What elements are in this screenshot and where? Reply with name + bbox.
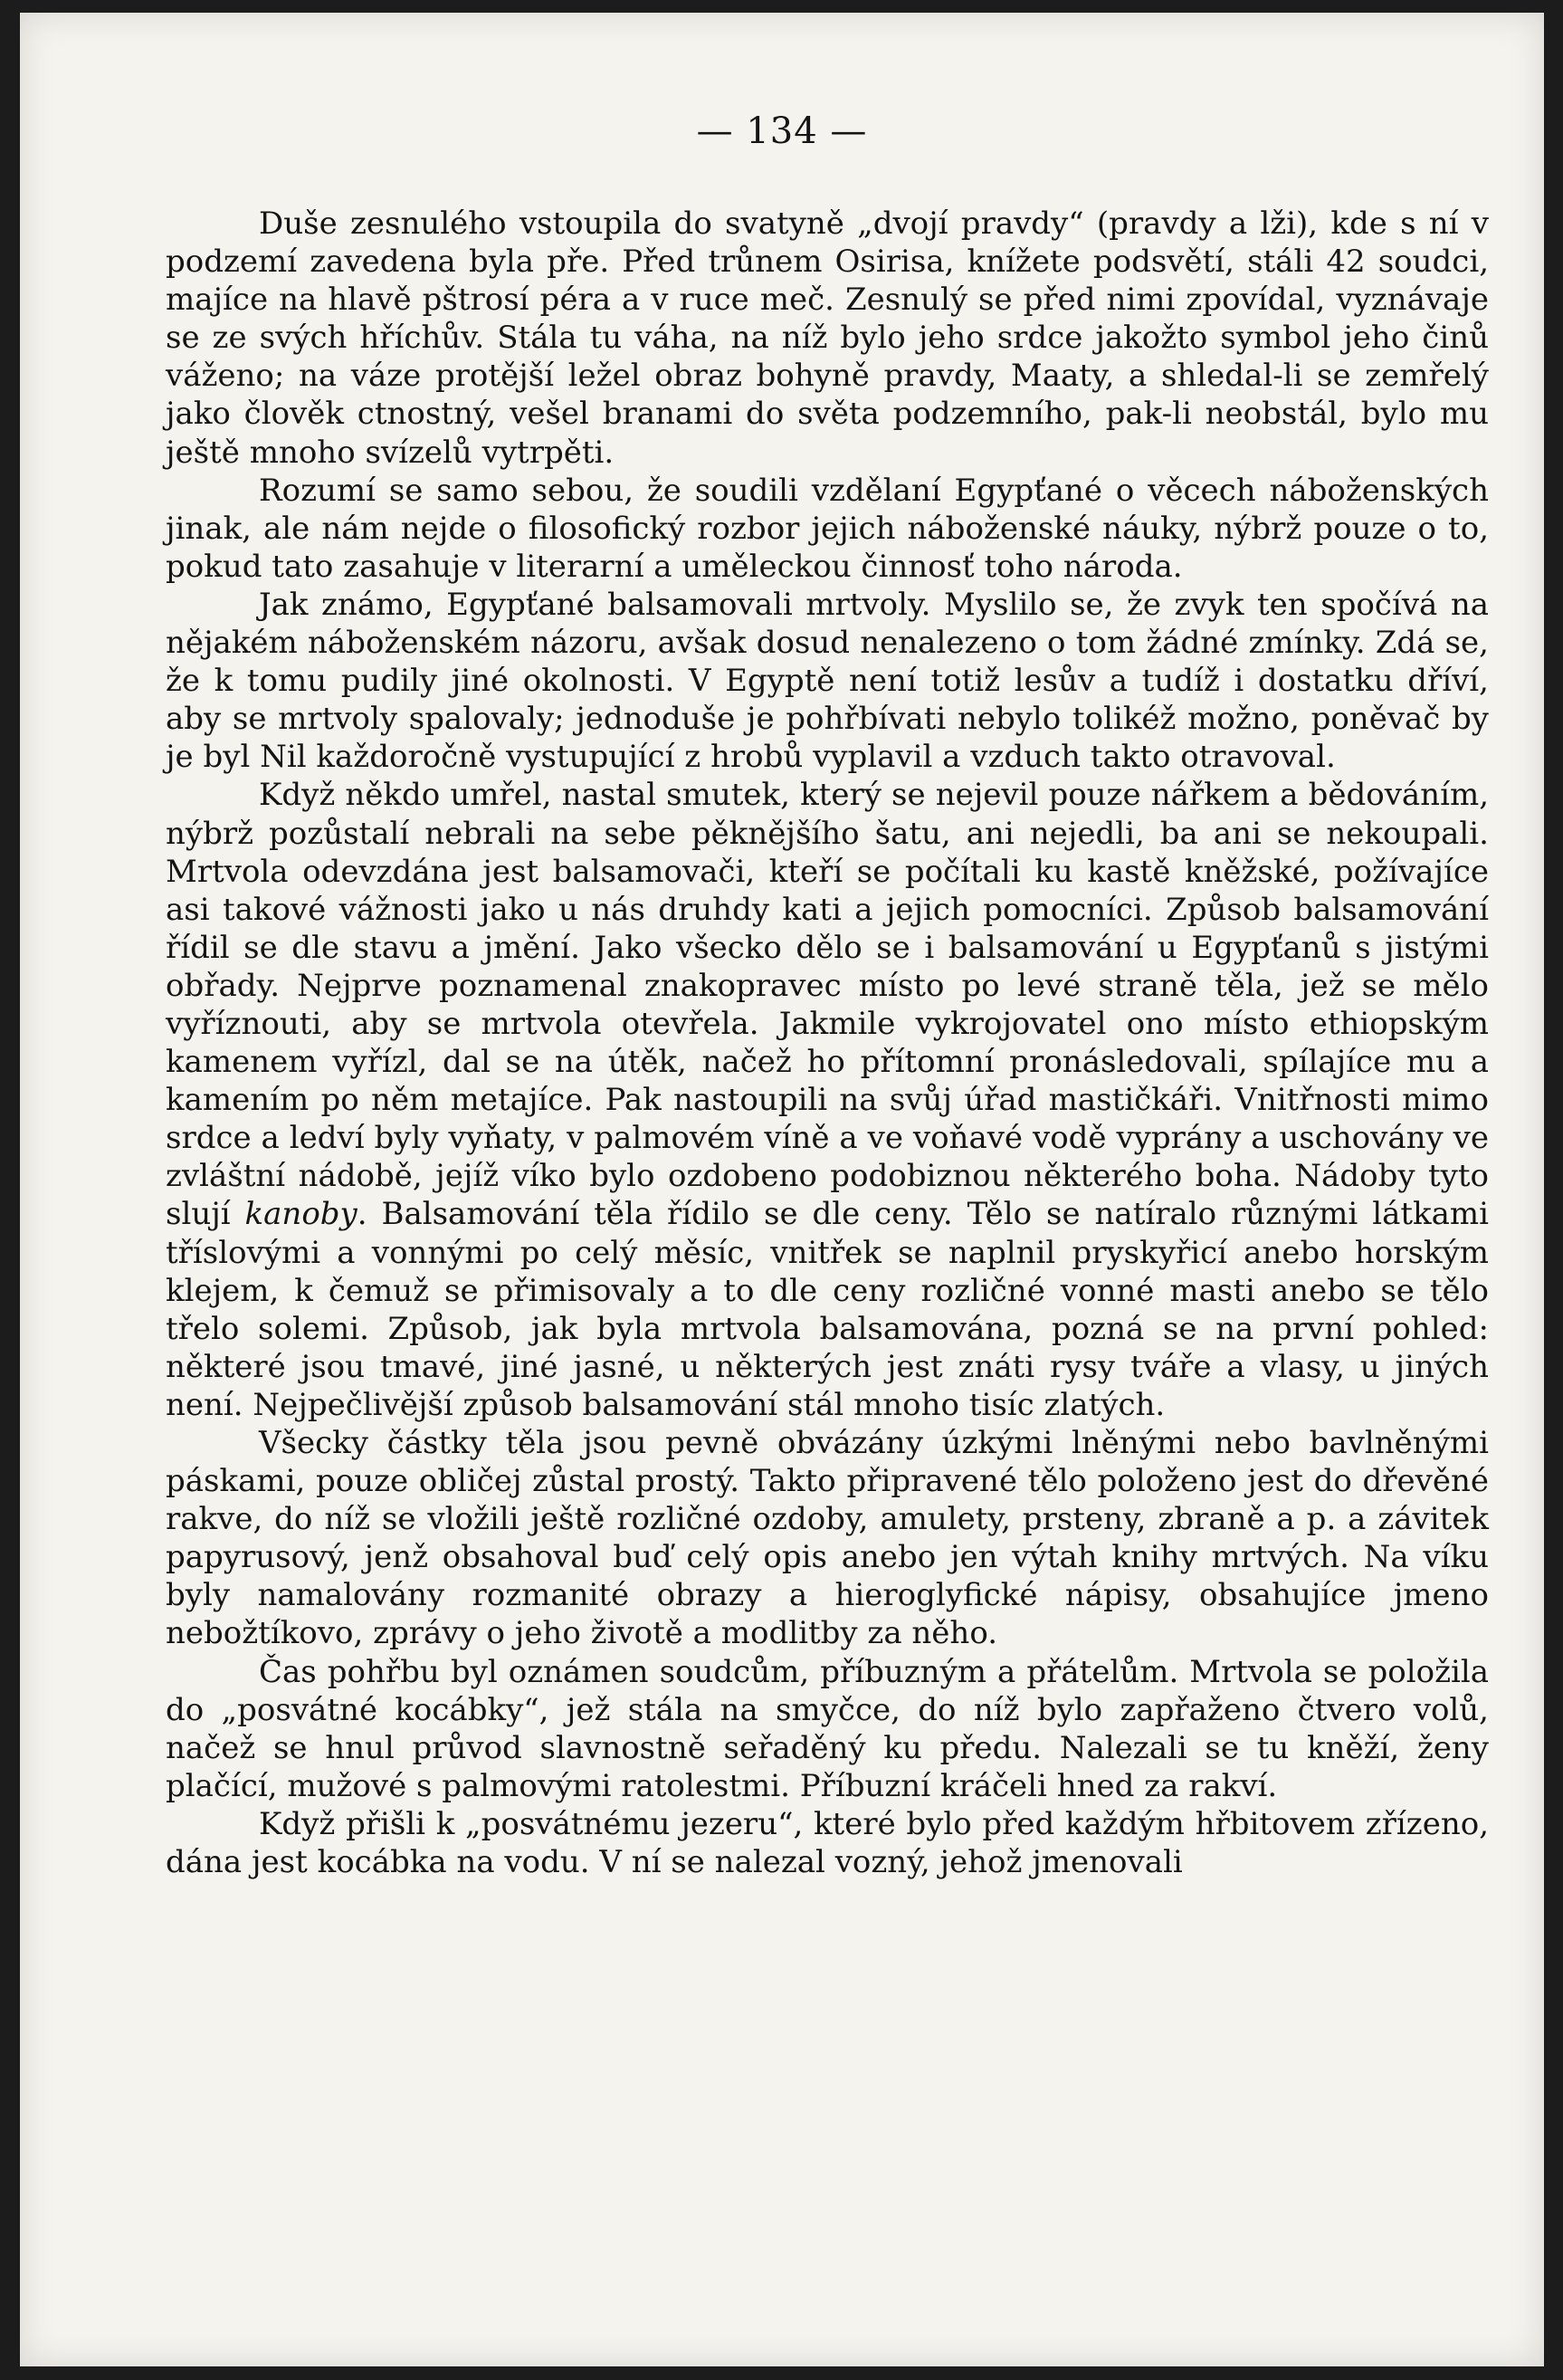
- paragraph-4-italic-term: kanoby: [244, 1196, 357, 1233]
- paragraph-1: Duše zesnulého vstoupila do svatyně „dvojí pravdy“ (pravdy a lži), kde s ní v podzemí zavedena byla pře. Před trůnem Osirisa, knížete podsvětí, stáli 42 soudci, majíce na hlavě pštrosí péra a v ruce meč. Zesnulý se před nimi zpovídal, vyznávaje se ze svých hříchův. Stála tu váha, na níž bylo jeho srdce jakožto symbol jeho činů váženo; na váze protější ležel obraz bohyně pravdy, Maaty, a shledal-li se zemřelý jako člověk ctnostný, vešel branami do světa podzemního, pak-li neobstál, bylo mu ještě mnoho svízelů vytrpěti.: [166, 206, 1489, 471]
- paragraph-4: [166, 776, 1489, 1424]
- paragraph-3: Jak známo, Egypťané balsamovali mrtvoly. Myslilo se, že zvyk ten spočívá na nějakém náboženském názoru, avšak dosud nenalezeno o tom žádné zmínky. Zdá se, že k tomu pudily jiné okolnosti. V Egyptě není totiž lesův a tudíž i dostatku dříví, aby se mrtvoly spalovaly; jednoduše je pohřbívati nebylo tolikéž možno, poněvač by je byl Nil každoročně vystupující z hrobů vyplavil a vzduch takto otravoval.: [166, 586, 1489, 776]
- paragraph-4-text-before: Když někdo umřel, nastal smutek, který se nejevil pouze nářkem a bědováním, nýbrž pozůstalí nebrali na sebe pěknějšího šatu, ani nejedli, ba ani se nekoupali. Mrtvola odevzdána jest balsamovači, kteří se počítali ku kastě kněžské, požívajíce asi takové vážnosti jako u nás druhdy kati a jejich pomocníci. Způsob balsamování řídil se dle stavu a jmění. Jako všecko dělo se i balsamování u Egypťanů s jistými obřady. Nejprve poznamenal znakopravec místo po levé straně těla, jež se mělo vyříznouti, aby se mrtvola otevřela. Jakmile vykrojovatel ono místo ethiopským kamenem vyřízl, dal se na útěk, načež ho přítomní pronásledovali, spílajíce mu a kamením po něm metajíce. Pak nastoupili na svůj úřad mastičkáři. Vnitřnosti mimo srdce a ledví byly vyňaty, v palmovém víně a ve voňavé vodě vyprány a uschovány ve zvláštní nádobě, jejíž víko bylo ozdobeno podobiznou některého boha. Nádoby tyto slují: [166, 777, 1489, 1233]
- paragraph-5: Všecky částky těla jsou pevně obvázány úzkými lněnými nebo bavlněnými páskami, pouze obličej zůstal prostý. Takto připravené tělo položeno jest do dřevěné rakve, do níž se vložili ještě rozličné ozdoby, amulety, prsteny, zbraně a p. a závitek papyrusový, jenž obsahoval buď celý opis anebo jen výtah knihy mrtvých. Na víku byly namalovány rozmanité obrazy a hieroglyfické nápisy, obsahujíce jmeno nebožtíkovo, zprávy o jeho životě a modlitby za něho.: [166, 1425, 1489, 1652]
- paragraph-6: Čas pohřbu byl oznámen soudcům, příbuzným a přátelům. Mrtvola se položila do „posvátné kocábky“, jež stála na smyčce, do níž bylo zapřaženo čtvero volů, načež se hnul průvod slavnostně seřaděný ku předu. Nalezali se tu kněží, ženy plačící, mužové s palmovými ratolestmi. Příbuzní kráčeli hned za rakví.: [166, 1653, 1489, 1804]
- paragraph-4-text-after: . Balsamování těla řídilo se dle ceny. Tělo se natíralo různými látkami tříslovými a vonnými po celý měsíc, vnitřek se naplnil pryskyřicí anebo horským klejem, k čemuž se přimisovaly a to dle ceny rozličné vonné masti anebo se tělo třelo solemi. Způsob, jak byla mrtvola balsamována, pozná se na první pohled: některé jsou tmavé, jiné jasné, u některých jest znáti rysy tváře a vlasy, u jiných není. Nejpečlivější způsob balsamování stál mnoho tisíc zlatých.: [166, 1196, 1489, 1423]
- body-text: [166, 205, 1489, 1881]
- paragraph-2: Rozumí se samo sebou, že soudili vzdělaní Egypťané o věcech náboženských jinak, ale nám nejde o filosofický rozbor jejich náboženské náuky, nýbrž pouze o to, pokud tato zasahuje v literarní a uměleckou činnosť toho národa.: [166, 472, 1489, 585]
- paragraph-7: Když přišli k „posvátnému jezeru“, které bylo před každým hřbitovem zřízeno, dána jest kocábka na vodu. V ní se nalezal vozný, jehož jmenovali: [166, 1805, 1489, 1881]
- book-page: [20, 13, 1544, 2366]
- page-number: — 134 —: [696, 110, 868, 152]
